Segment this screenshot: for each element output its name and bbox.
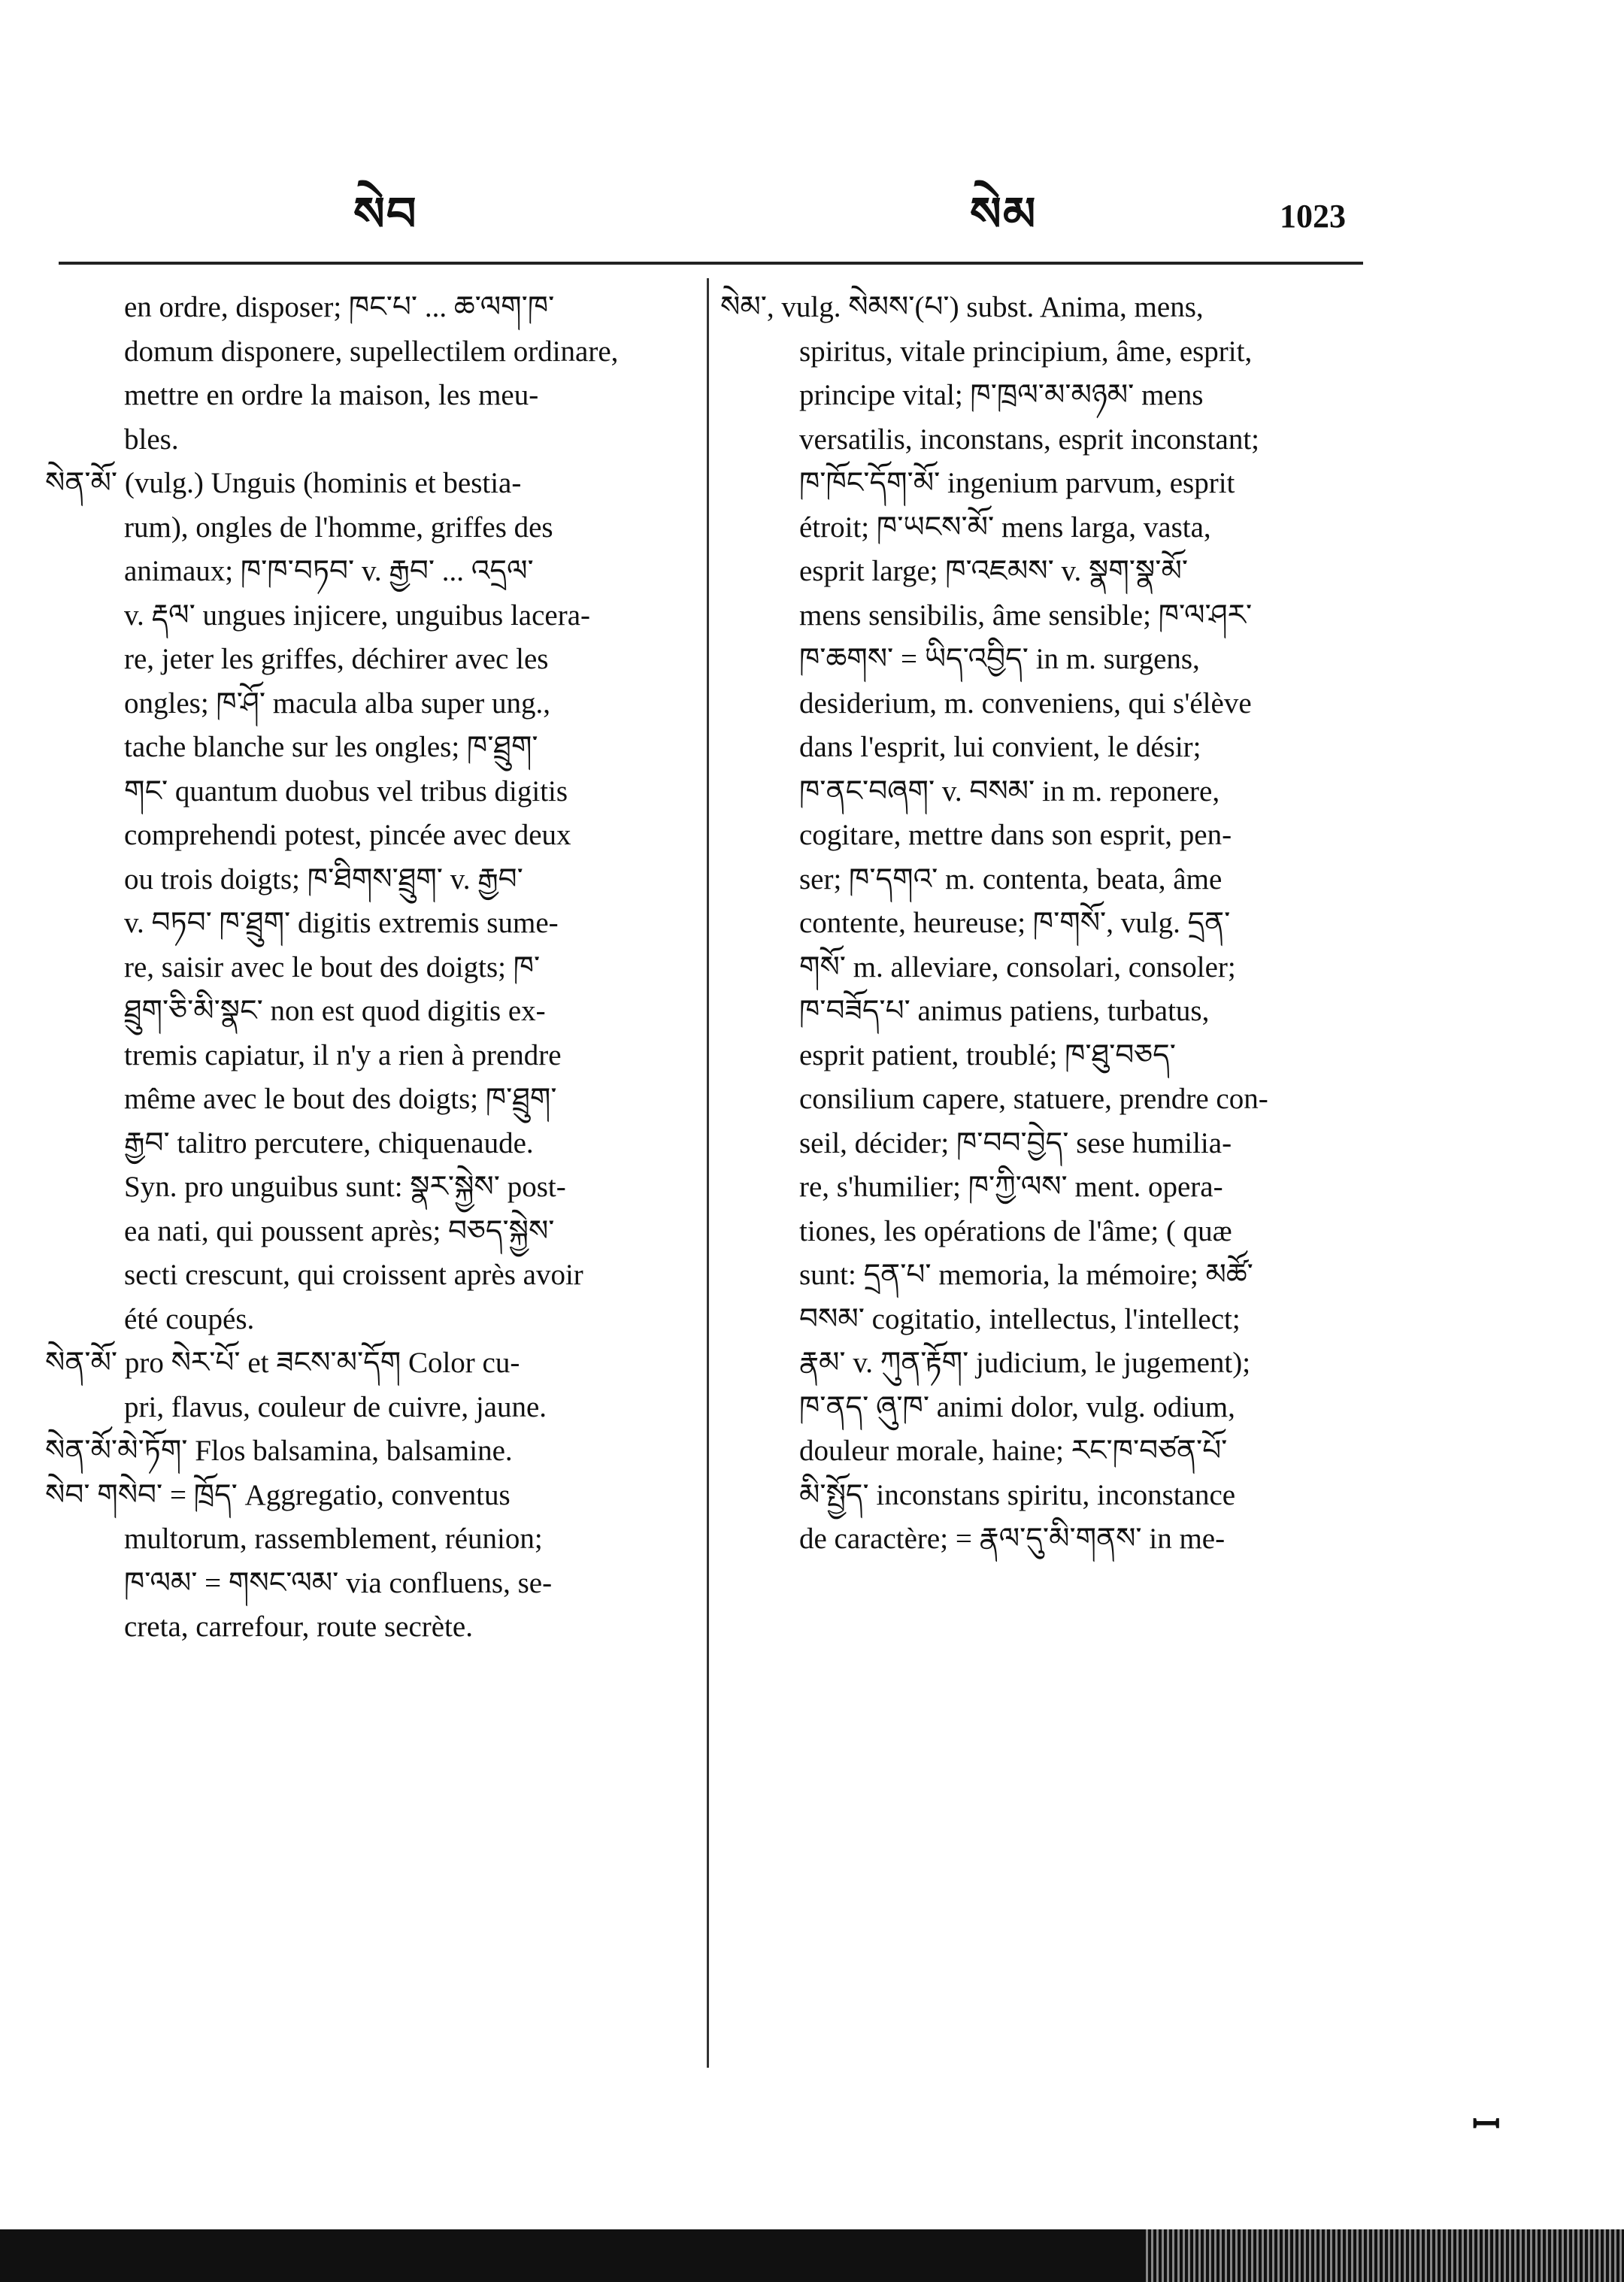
text-line: mettre en ordre la maison, les meu- [124, 379, 539, 411]
text-line: ཐྲུག་ཅི་མི་སྣང་ non est quod digitis ex- [124, 995, 546, 1027]
text-line: tiones, les opérations de l'âme; ( quæ [799, 1214, 1232, 1247]
text-line: secti crescunt, qui croissent après avoir [124, 1259, 583, 1291]
text-line: mens sensibilis, âme sensible; ཁ་ལ་ཤར་ [799, 599, 1253, 632]
text-line: re, saisir avec le bout des doigts; ཁ་ [124, 950, 541, 983]
text-line: ཁ་ཆགས་ = ཡིད་འབྱིད་ in m. surgens, [799, 643, 1200, 675]
text-line: contente, heureuse; ཁ་གསོ་, vulg. དྲན་ [799, 907, 1231, 939]
text-line: གང་ quantum duobus vel tribus digitis [124, 774, 568, 808]
page-number: 1023 [1280, 198, 1346, 235]
text-line: principe vital; ཁ་ཁྲལ་མ་མཉམ་ mens [799, 379, 1204, 411]
text-line: spiritus, vitale principium, âme, esprit, [799, 335, 1253, 368]
column-divider [707, 278, 709, 2068]
header-rule [59, 262, 1363, 265]
text-line: ser; ཁ་དགའ་ m. contenta, beata, âme [799, 862, 1223, 896]
text-line: de caractère; = རྣལ་དུ་མི་གནས་ in me- [799, 1523, 1226, 1555]
text-line: ou trois doigts; ཁ་ཐིགས་ཐྲུག་ v. རྒྱབ་ [124, 862, 523, 896]
text-line: v. བཏབ་ ཁ་ཐྲུག་ digitis extremis sume- [124, 907, 559, 939]
text-line: མི་སྤྱོད་ inconstans spiritu, inconstance [799, 1478, 1236, 1511]
text-line: སེམ་, vulg. སེམས་(པ་) subst. Anima, mens, [720, 291, 1204, 323]
text-line: desiderium, m. conveniens, qui s'élève [799, 686, 1252, 720]
text-line: v. རྡལ་ ungues injicere, unguibus lacera- [124, 599, 590, 632]
text-line: comprehendi potest, pincée avec deux [124, 819, 571, 851]
scan-bottom-band [0, 2229, 1624, 2282]
text-line: multorum, rassemblement, réunion; [124, 1523, 543, 1555]
text-line: ཁ་ནང་བཞག་ v. བསམ་ in m. reponere, [799, 774, 1220, 808]
text-line: རྒྱབ་ talitro percutere, chiquenaude. [124, 1126, 534, 1159]
margin-mark: ꟷ [1472, 2105, 1501, 2144]
text-line: bles. [124, 423, 179, 456]
text-line: སེན་མོ་ (vulg.) Unguis (hominis et bestia- [45, 467, 522, 499]
text-line: domum disponere, supellectilem ordinare, [124, 335, 619, 368]
text-line: rum), ongles de l'homme, griffes des [124, 511, 553, 544]
text-line: tache blanche sur les ongles; ཁ་ཐྲུག་ [124, 731, 538, 763]
text-line: esprit patient, troublé; ཁ་ཐུ་བཅད་ [799, 1038, 1176, 1071]
text-line: སེབ་ གསེབ་ = ཁྲོད་ Aggregatio, conventus [45, 1478, 511, 1511]
left-column [45, 286, 692, 1650]
text-line: ཁ་ནད་ ཞུ་ཁ་ animi dolor, vulg. odium, [799, 1390, 1235, 1423]
running-head-left: སེབ [353, 189, 418, 241]
text-line: re, jeter les griffes, déchirer avec les [124, 643, 549, 675]
text-line: sunt: དྲན་པ་ memoria, la mémoire; མཚོ་ [799, 1259, 1253, 1291]
right-column [720, 286, 1365, 1562]
text-line: ཁ་ལམ་ = གསང་ལམ་ via confluens, se- [124, 1566, 553, 1599]
text-line: Syn. pro unguibus sunt: སྣར་སྐྱེས་ post- [124, 1171, 566, 1203]
text-line: ཁ་ཁོང་དོག་མོ་ ingenium parvum, esprit [799, 467, 1235, 499]
text-line: གསོ་ m. alleviare, consolari, consoler; [799, 950, 1236, 983]
text-line: ཁ་བཟོད་པ་ animus patiens, turbatus, [799, 995, 1210, 1027]
text-line: étroit; ཁ་ཡངས་མོ་ mens larga, vasta, [799, 511, 1211, 544]
text-line: versatilis, inconstans, esprit inconstant; [799, 423, 1259, 456]
text-line: été coupés. [124, 1302, 255, 1335]
text-line: ea nati, qui poussent après; བཅད་སྐྱེས་ [124, 1214, 555, 1247]
text-line: cogitare, mettre dans son esprit, pen- [799, 819, 1232, 851]
text-line: re, s'humilier; ཁ་ཀྱི་ལས་ ment. opera- [799, 1171, 1223, 1203]
text-line: སེན་མོ་ pro སེར་པོ་ et ཟངས་མ་དོག Color cu- [45, 1347, 520, 1379]
text-line: animaux; ཁ་ཁ་བཏབ་ v. རྒྱབ་ ... འདྲལ་ [124, 555, 534, 587]
text-line: creta, carrefour, route secrète. [124, 1611, 473, 1643]
text-line: seil, décider; ཁ་བབ་བྱེད་ sese humilia- [799, 1126, 1232, 1159]
text-line: ongles; ཁ་ཤོ་ macula alba super ung., [124, 686, 551, 720]
text-line: dans l'esprit, lui convient, le désir; [799, 731, 1201, 763]
text-line: douleur morale, haine; རང་ཁ་བཙན་པོ་ [799, 1435, 1228, 1467]
text-line: བསམ་ cogitatio, intellectus, l'intellect; [799, 1302, 1241, 1335]
text-line: en ordre, disposer; ཁང་པ་ ... ཆ་ལག་ཁ་ [124, 291, 555, 323]
text-line: རྣམ་ v. ཀུན་རྟོག་ judicium, le jugement); [799, 1347, 1251, 1379]
text-line: esprit large; ཁ་འཇམས་ v. སྣག་སྣ་མོ་ [799, 555, 1189, 587]
text-line: consilium capere, statuere, prendre con- [799, 1083, 1268, 1115]
text-line: pri, flavus, couleur de cuivre, jaune. [124, 1390, 547, 1423]
text-line: tremis capiatur, il n'y a rien à prendre [124, 1038, 562, 1071]
text-line: même avec le bout des doigts; ཁ་ཐྲུག་ [124, 1083, 557, 1115]
running-head-middle: སེམ [970, 189, 1038, 241]
text-line: སེན་མོ་མེ་ཏོག་ Flos balsamina, balsamine. [45, 1435, 513, 1467]
